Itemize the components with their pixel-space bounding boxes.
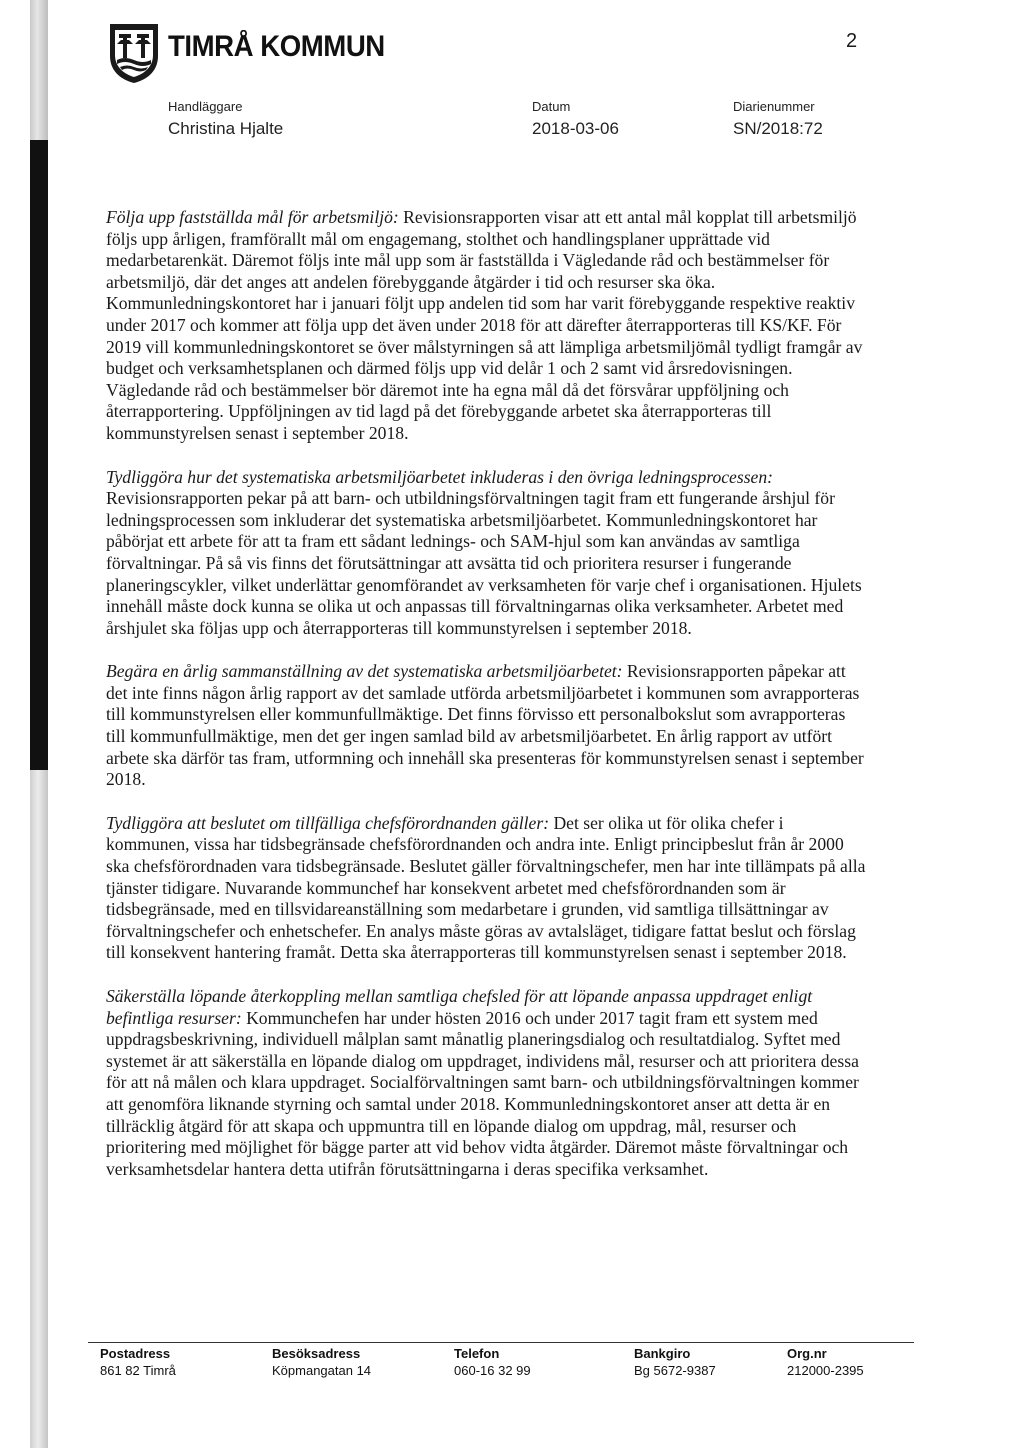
diarienummer-label: Diarienummer xyxy=(733,99,815,114)
orgnr-label: Org.nr xyxy=(787,1346,827,1361)
telefon-label: Telefon xyxy=(454,1346,500,1361)
datum-value: 2018-03-06 xyxy=(532,119,619,138)
diarienummer-value: SN/2018:72 xyxy=(733,119,823,138)
municipality-logo-icon xyxy=(108,22,160,84)
paragraph-text: Revisionsrapporten pekar på att barn- och utbildningsförvaltningen tagit fram ett fungerande årshjul för ledningsprocessen som inkluderar det systematiska arbetsmiljöarbetet. Kommunledningskontoret har påbörjat ett arbete för att ta fram ett sådant lednings- och SAM-hjul som kan användas av samtliga förvaltningar. På så vis finns det förutsättningar att avsätta tid och prioritera resurser i fungerande planeringscykler, vilket underlättar genomförandet av verksamheten för varje chef i organisationen. Hjulets innehåll måste dock kunna se olika ut och anpassas till förvaltningarnas olika verksamheter. Arbetet med årshjulet ska följas upp och återrapporteras till kommunstyrelsen i september 2018. xyxy=(106,488,862,638)
brand-name: TIMRÅ KOMMUN xyxy=(168,30,385,63)
bankgiro-value: Bg 5672-9387 xyxy=(634,1363,716,1378)
handlaggare-value: Christina Hjalte xyxy=(168,119,284,138)
postadress-label: Postadress xyxy=(100,1346,171,1361)
telefon-value: 060-16 32 99 xyxy=(454,1363,531,1378)
paragraph-text: Kommunchefen har under hösten 2016 och under 2017 tagit fram ett system med uppdragsbeskrivning, individuell målplan samt månatlig planeringsdialog och resultatdialog. Syftet med systemet är att säkerställa en löpande dialog om uppdraget, individens mål, resurser och att prioritera dessa för att nå målen och klara uppdraget. Socialförvaltningen samt barn- och utbildningsförvaltningen kommer att genomföra liknande styrning och samtal under 2018. Kommunledningskontoret anser att detta är en tillräcklig åtgärd för att skapa och uppmuntra till en löpande dialog om uppdrag, mål, resurser och prioritering med möjlighet för bägge parter att vid behov vidta åtgärder. Däremot måste förvaltningar och verksamhetsdelar hantera detta utifrån förutsättningarna i deras specifika verksamhet. xyxy=(106,1007,859,1179)
paragraph xyxy=(106,813,866,964)
bankgiro-label: Bankgiro xyxy=(634,1346,691,1361)
datum-label: Datum xyxy=(532,99,571,114)
postadress-value: 861 82 Timrå xyxy=(100,1363,176,1378)
paragraph xyxy=(106,207,866,445)
paragraph-heading: Följa upp fastställda mål för arbetsmiljö: xyxy=(106,207,399,227)
scan-edge-top xyxy=(30,0,48,140)
paragraph-heading: Tydliggöra att beslutet om tillfälliga chefsförordnanden gäller: xyxy=(106,812,550,833)
handlaggare-label: Handläggare xyxy=(168,99,243,114)
besoksadress-label: Besöksadress xyxy=(272,1346,361,1361)
paragraph xyxy=(106,661,866,791)
paragraph-heading: Tydliggöra hur det systematiska arbetsmiljöarbetet inkluderas i den övriga ledningsprocessen: xyxy=(106,466,774,487)
paragraph-heading: Begära en årlig sammanställning av det systematiska arbetsmiljöarbetet: xyxy=(106,661,623,682)
scan-edge-black xyxy=(30,140,48,770)
orgnr-value: 212000-2395 xyxy=(787,1363,864,1378)
besoksadress-value: Köpmangatan 14 xyxy=(272,1363,372,1378)
scan-edge-bottom xyxy=(30,770,48,1448)
footer-divider xyxy=(88,1342,914,1343)
paragraph xyxy=(106,467,866,640)
document-body xyxy=(106,207,866,1202)
paragraph xyxy=(106,986,866,1180)
page-number: 2 xyxy=(846,30,858,52)
paragraph-heading: Säkerställa löpande återkoppling mellan samtliga chefsled för att löpande anpassa uppdraget enligt befintliga resurser: xyxy=(106,986,813,1028)
paragraph-text: Revisionsrapporten påpekar att det inte finns någon årlig rapport av det samlade utförda arbetsmiljöarbetet i kommunen som avrapporteras till kommunstyrelsen eller kommunfullmäktige. Det finns förvisso ett personalbokslut som avrapporteras till kommunfullmäktige, men det ger ingen samlad bild av arbetsmiljöarbetet. En årlig rapport av utfört arbete ska därför tas fram, utformning och innehåll ska presenteras för kommunstyrelsen senast i september 2018. xyxy=(106,661,864,790)
paragraph-text: Revisionsrapporten visar att ett antal mål kopplat till arbetsmiljö följs upp årligen, framförallt mål om engagemang, stolthet och handlingsplaner upprättade vid medarbetarenkät. Däremot följs inte mål upp som är fastställda i Vägledande råd och bestämmelser för arbetsmiljö, där det anges att andelen förebyggande åtgärder i tid och resurser ska öka. Kommunledningskontoret har i januari följt upp andelen tid som har varit förebyggande respektive reaktiv under 2017 och kommer att följa upp det även under 2018 för att därefter återrapporteras till KS/KF. För 2019 vill kommunledningskontoret se över målstyrningen så att lämpliga arbetsmiljömål tydligt framgår av budget och verksamhetsplanen och därmed följs upp vid delår 1 och 2 samt vid årsredovisningen. Vägledande råd och bestämmelser bör däremot inte ha egna mål då det försvårar uppföljning och återrapportering. Uppföljningen av tid lagd på det förebyggande arbetet ska återrapporteras till kommunstyrelsen senast i september 2018. xyxy=(106,207,863,443)
paragraph-text: Det ser olika ut för olika chefer i kommunen, vissa har tidsbegränsade chefsförordnanden och andra inte. Enligt principbeslut från år 2000 ska chefsförordnaden vara tidsbegränsade. Beslutet gäller förvaltningschefer, men har inte tillämpats på alla tjänster tidigare. Nuvarande kommunchef har konsekvent arbetet med chefsförordnanden som är tidsbegränsade, med en tillsvidareanställning som medarbetare i grunden, vid samtliga tillsättningar av förvaltningschefer och enhetschefer. En analys måste göras av avtalsläget, tidigare fattat beslut och förslag till konsekvent hantering framåt. Detta ska återrapporteras till kommunstyrelsen senast i september 2018. xyxy=(106,812,866,963)
